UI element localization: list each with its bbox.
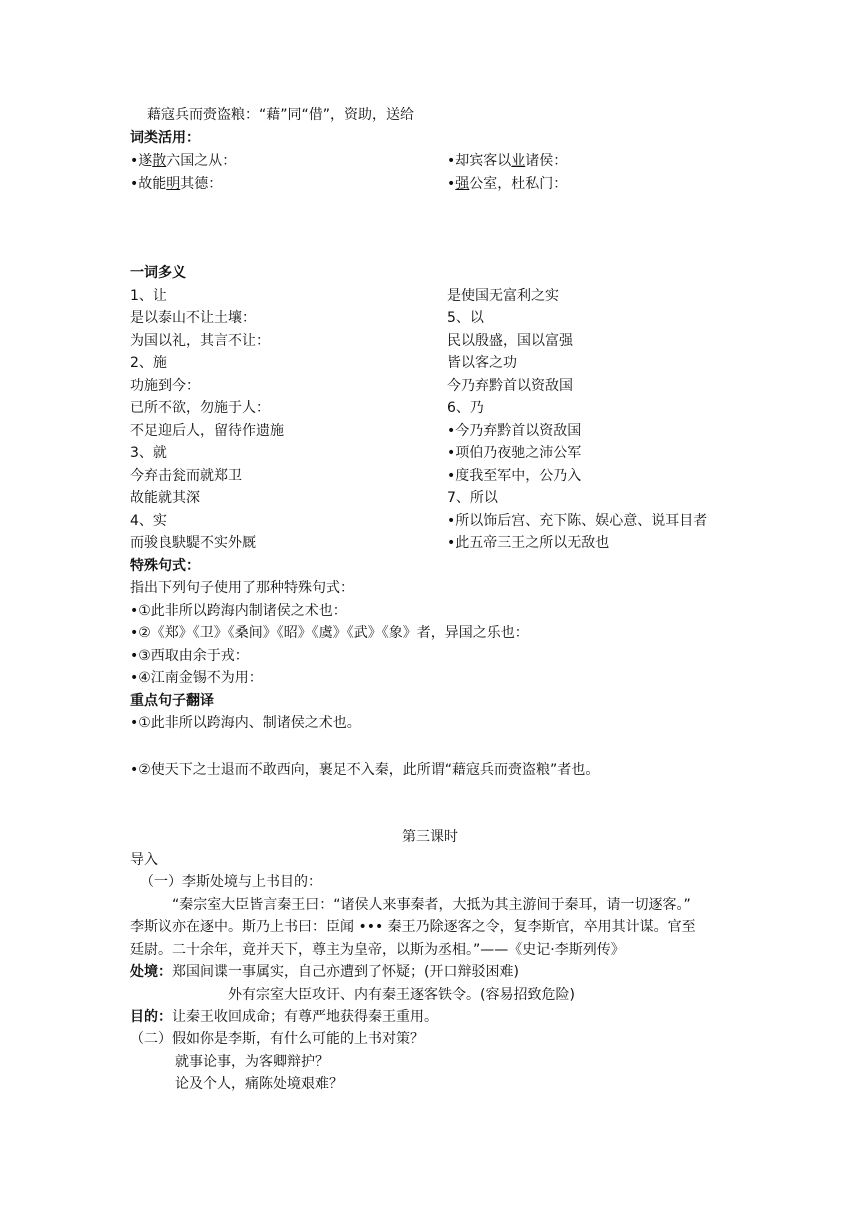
duoyi-right-line: •所以饰后宫、充下陈、娱心意、说耳目者 xyxy=(447,513,708,529)
fanyi-item: •①此非所以跨海内、制诸侯之术也。 xyxy=(130,715,361,731)
duoyi-heading: 一词多义 xyxy=(130,265,186,281)
daoru-label: 导入 xyxy=(130,852,158,868)
cilei-item: •却宾客以业诸侯： xyxy=(447,153,568,169)
duoyi-left-line: 故能就其深 xyxy=(130,490,200,506)
top-note: 藉寇兵而赍盗粮：“藉”同“借”，资助，送给 xyxy=(147,107,415,123)
option-line: 就事论事，为客卿辩护？ xyxy=(175,1054,329,1070)
duoyi-left-line: 为国以礼，其言不让： xyxy=(130,333,270,349)
fanyi-heading: 重点句子翻译 xyxy=(130,693,214,709)
duoyi-left-line: 今弃击瓮而就郑卫 xyxy=(130,468,242,484)
quote-line: “秦宗室大臣皆言秦王曰：“诸侯人来事秦者，大抵为其主游间于秦耳，请一切逐客。” xyxy=(172,897,691,913)
duoyi-left-line: 2、施 xyxy=(130,355,167,371)
sub-heading-2: （二）假如你是李斯，有什么可能的上书对策？ xyxy=(130,1031,424,1047)
purpose-label: 目的： xyxy=(130,1009,172,1025)
quote-line: 李斯议亦在逐中。斯乃上书曰：臣闻 ••• 秦王乃除逐客之令，复李斯官，卒用其计谋。官至 xyxy=(130,919,696,935)
quote-line: 廷尉。二十余年，竟并天下，尊主为皇帝，以斯为丞相。”——《史记·李斯列传》 xyxy=(130,942,625,958)
teshu-heading: 特殊句式： xyxy=(130,558,200,574)
duoyi-left-line: 1、让 xyxy=(130,288,167,304)
fanyi-item: •②使天下之士退而不敢西向，裹足不入秦，此所谓“藉寇兵而赍盗粮”者也。 xyxy=(130,762,600,778)
duoyi-left-line: 功施到今： xyxy=(130,378,200,394)
duoyi-left-line: 4、实 xyxy=(130,513,167,529)
duoyi-left-line: 而骏良駃騠不实外厩 xyxy=(130,535,256,551)
teshu-item: •③西取由余于戎： xyxy=(130,648,249,664)
teshu-item: •②《郑》《卫》《桑间》《昭》《虞》《武》《象》者，异国之乐也： xyxy=(130,625,529,641)
cilei-heading: 词类活用： xyxy=(130,130,200,146)
duoyi-right-line: 5、以 xyxy=(447,310,484,326)
duoyi-right-line: 是使国无富利之实 xyxy=(447,288,559,304)
duoyi-left-line: 是以泰山不让土壤： xyxy=(130,310,256,326)
duoyi-left-line: 3、就 xyxy=(130,445,167,461)
option-line: 论及个人，痛陈处境艰难？ xyxy=(175,1076,343,1092)
duoyi-right-line: •今乃弃黔首以资敌国 xyxy=(447,423,582,439)
purpose-line xyxy=(130,1007,438,1027)
duoyi-right-line: 皆以客之功 xyxy=(447,355,517,371)
duoyi-left-line: 不足迎后人，留待作遗施 xyxy=(130,423,284,439)
cilei-item: •故能明其德： xyxy=(130,176,223,192)
cilei-item: •遂散六国之从： xyxy=(130,153,237,169)
duoyi-right-line: •度我至军中，公乃入 xyxy=(447,468,582,484)
duoyi-left-line: 已所不欲，勿施于人： xyxy=(130,400,270,416)
teshu-intro: 指出下列句子使用了那种特殊句式： xyxy=(130,580,354,596)
situation-line-2: 外有宗室大臣攻讦、内有秦王逐客铁令。(容易招致危险) xyxy=(228,987,575,1003)
situation-label: 处境： xyxy=(130,964,172,980)
duoyi-right-line: •此五帝三王之所以无敌也 xyxy=(447,535,610,551)
purpose-text: 让秦王收回成命；有尊严地获得秦王重用。 xyxy=(172,1009,438,1025)
duoyi-right-line: 7、所以 xyxy=(447,490,498,506)
teshu-item: •④江南金锡不为用： xyxy=(130,670,263,686)
duoyi-right-line: 6、乃 xyxy=(447,400,484,416)
duoyi-right-line: 今乃弃黔首以资敌国 xyxy=(447,378,573,394)
duoyi-right-line: •项伯乃夜驰之沛公军 xyxy=(447,445,582,461)
cilei-item: •强公室，杜私门： xyxy=(447,176,568,192)
situation-text: 郑国间谍一事属实，自己亦遭到了怀疑；(开口辩驳困难) xyxy=(172,964,519,980)
sub-heading-1: （一）李斯处境与上书目的： xyxy=(140,874,322,890)
lesson-title: 第三课时 xyxy=(402,829,458,845)
duoyi-right-line: 民以殷盛，国以富强 xyxy=(447,333,573,349)
situation-line xyxy=(130,962,519,982)
teshu-item: •①此非所以跨海内制诸侯之术也： xyxy=(130,603,347,619)
